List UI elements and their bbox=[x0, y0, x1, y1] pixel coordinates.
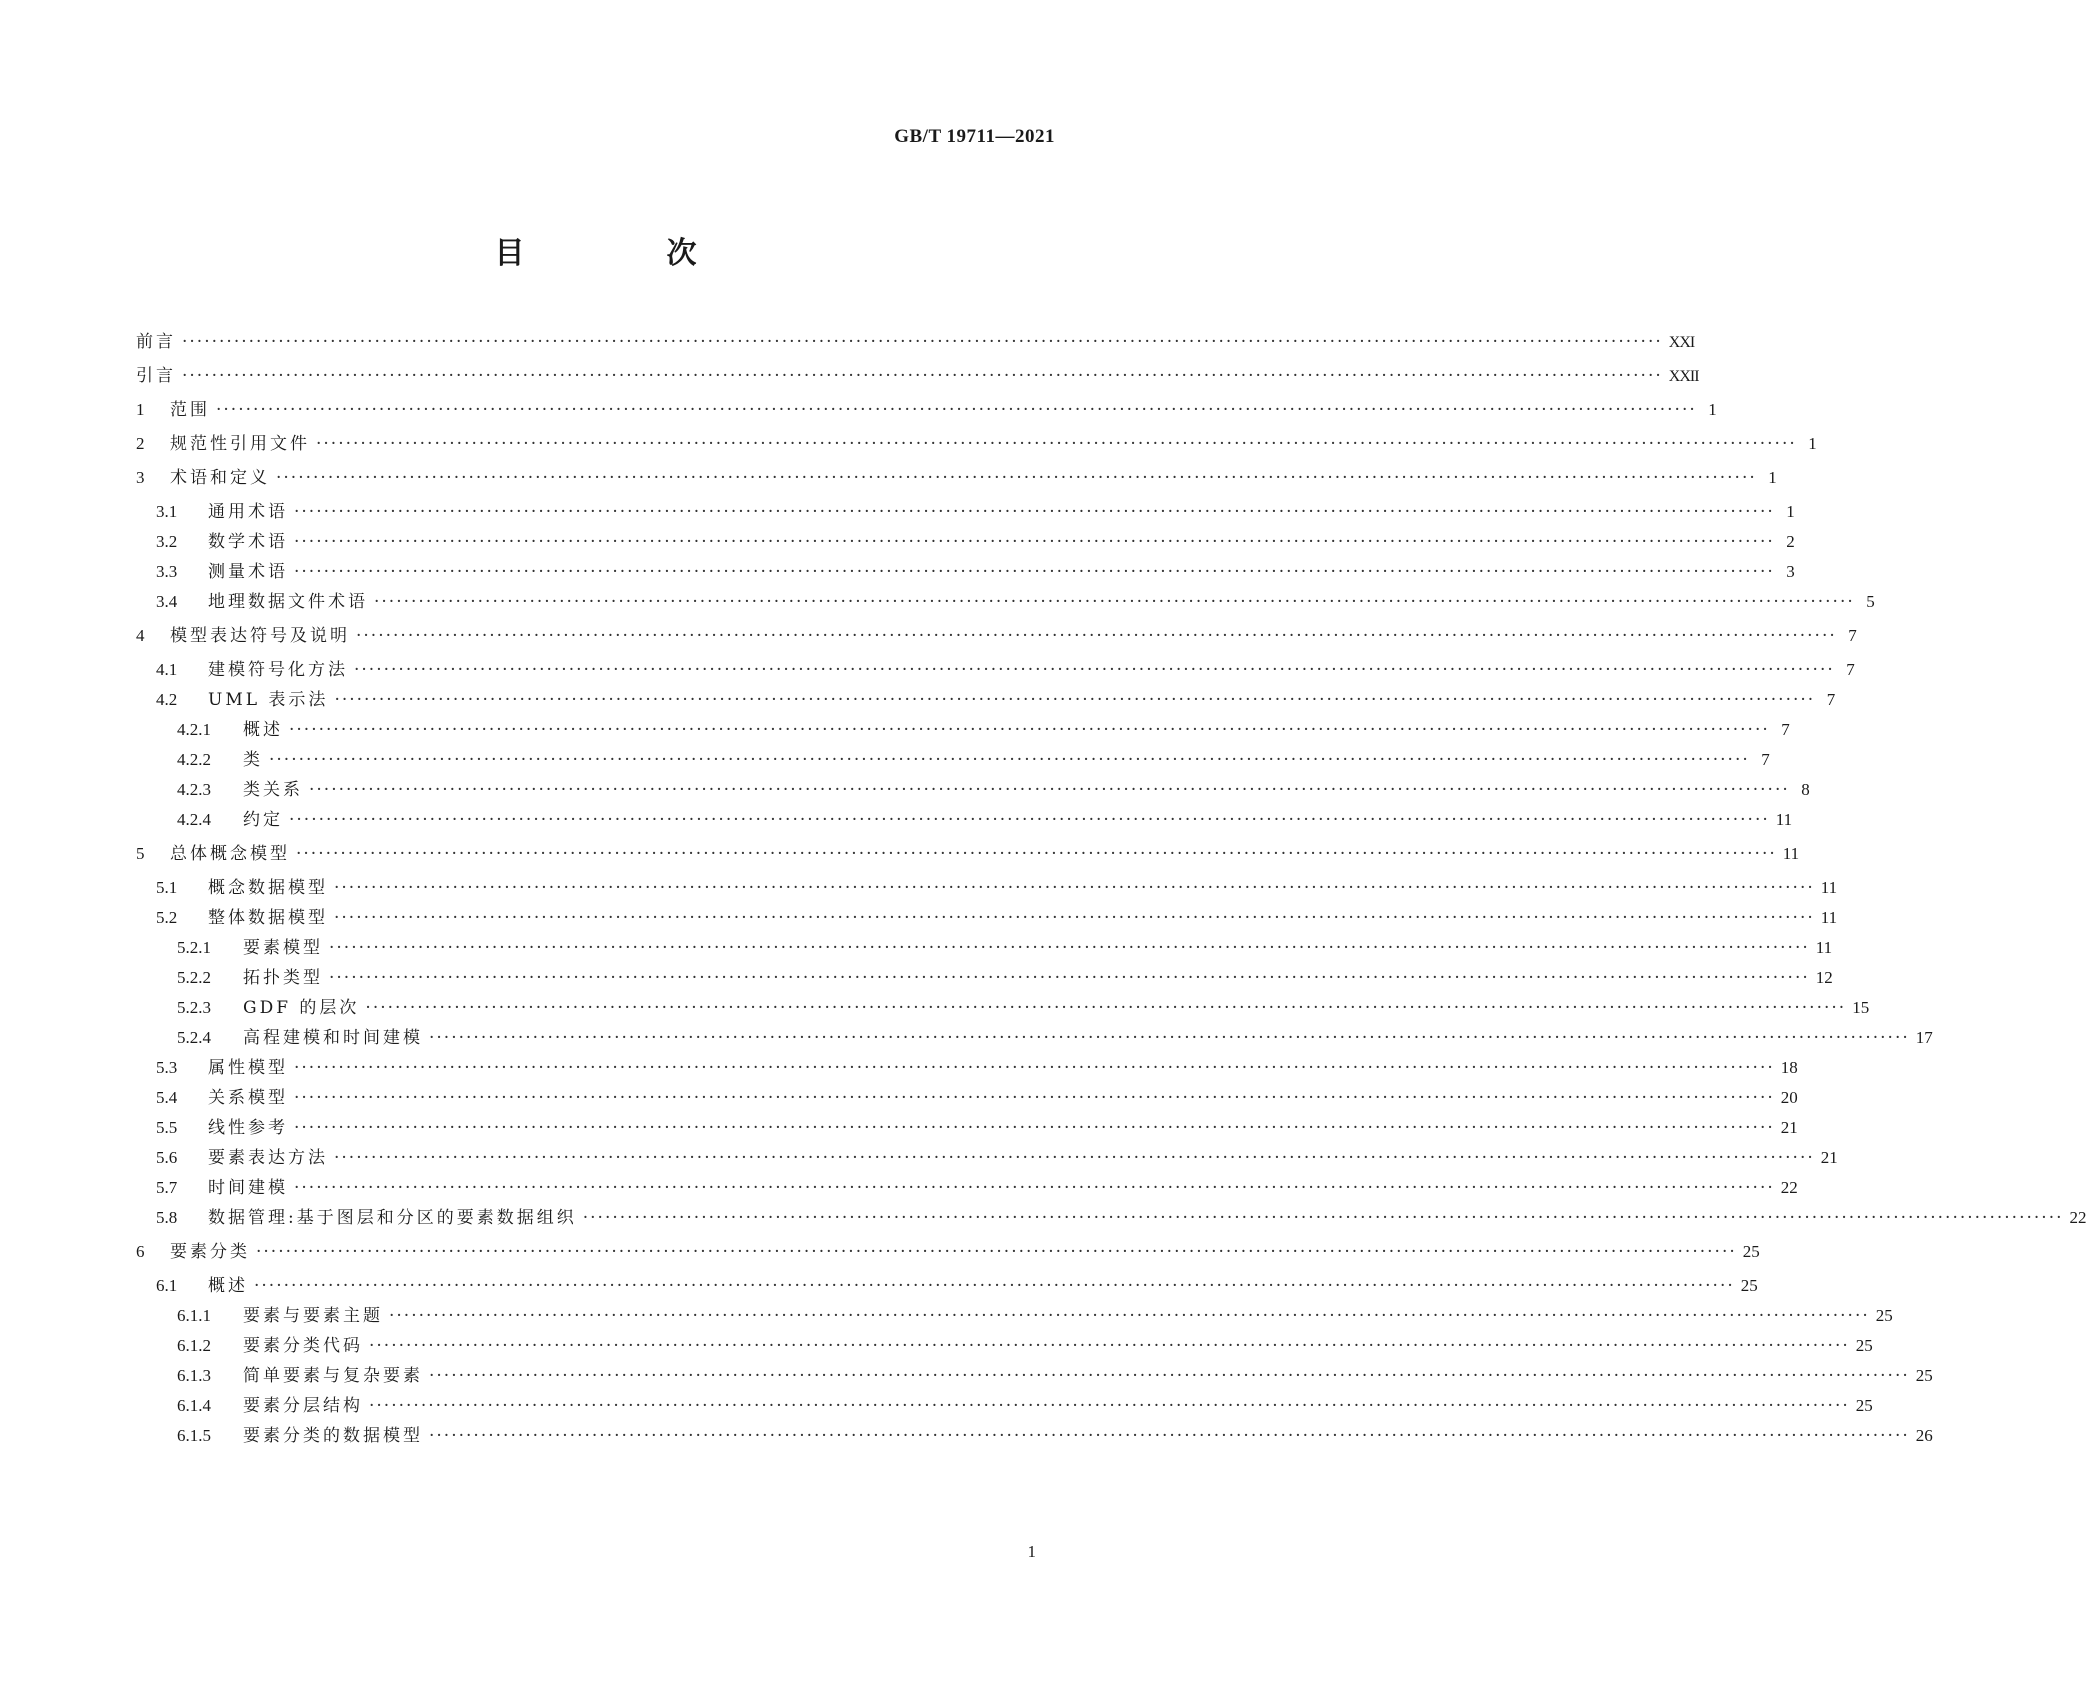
leader-dots: ········································································································································································································ bbox=[429, 1366, 1910, 1386]
toc-entry-number: 3 bbox=[136, 468, 145, 487]
leader-dots: ········································································································································································································ bbox=[329, 938, 1810, 958]
toc-entry-title: 要素模型 bbox=[243, 938, 323, 958]
toc-entry-number: 5.5 bbox=[156, 1118, 178, 1137]
toc-entry-title: UML 表示法 bbox=[208, 690, 329, 710]
leader-dots: ········································································································································································································ bbox=[374, 592, 1855, 612]
toc-entry-page: 5 bbox=[1866, 592, 1875, 611]
toc-entry[interactable] bbox=[136, 592, 1875, 612]
toc-entry[interactable] bbox=[136, 400, 1717, 420]
leader-dots: ········································································································································································································ bbox=[216, 400, 1697, 420]
toc-entry-number: 5.2.2 bbox=[177, 968, 211, 987]
toc-entry-number: 4 bbox=[136, 626, 145, 645]
toc-entry-title: 建模符号化方法 bbox=[208, 660, 348, 680]
toc-entry-page: 11 bbox=[1820, 878, 1838, 897]
toc-entry-number: 4.2.2 bbox=[177, 750, 211, 769]
toc-entry-title: 高程建模和时间建模 bbox=[243, 1028, 423, 1048]
toc-entry-page: 21 bbox=[1820, 1148, 1838, 1167]
toc-entry-page: 22 bbox=[2069, 1208, 2087, 1227]
toc-entry-page: 7 bbox=[1846, 660, 1855, 679]
toc-entry-number: 5.7 bbox=[156, 1178, 178, 1197]
toc-entry-number: 6.1.1 bbox=[177, 1306, 211, 1325]
toc-entry[interactable] bbox=[136, 1276, 1758, 1296]
toc-entry-number: 5.2.3 bbox=[177, 998, 211, 1017]
toc-entry-number: 5.1 bbox=[156, 878, 178, 897]
toc-entry[interactable] bbox=[136, 434, 1817, 454]
toc-entry-number: 6.1 bbox=[156, 1276, 178, 1295]
leader-dots: ········································································································································································································ bbox=[334, 878, 1815, 898]
toc-entry-page: 7 bbox=[1781, 720, 1790, 739]
toc-entry[interactable] bbox=[136, 844, 1800, 864]
toc-entry-number: 6.1.5 bbox=[177, 1426, 211, 1445]
toc-entry-page: 11 bbox=[1815, 938, 1833, 957]
toc-entry[interactable] bbox=[136, 1148, 1838, 1168]
toc-entry-page: 18 bbox=[1780, 1058, 1798, 1077]
toc-entry-title: 模型表达符号及说明 bbox=[170, 626, 350, 646]
toc-entry[interactable] bbox=[136, 690, 1836, 710]
toc-entry-number: 4.1 bbox=[156, 660, 178, 679]
leader-dots: ········································································································································································································ bbox=[182, 366, 1663, 386]
toc-entry-page: XXI bbox=[1668, 334, 1695, 351]
toc-entry[interactable] bbox=[136, 1028, 1933, 1048]
toc-entry-page: 11 bbox=[1820, 908, 1838, 927]
toc-entry-page: 25 bbox=[1742, 1242, 1760, 1261]
toc-entry-page: 26 bbox=[1915, 1426, 1933, 1445]
toc-entry-title: 要素分层结构 bbox=[243, 1396, 363, 1416]
leader-dots: ········································································································································································································ bbox=[369, 1336, 1850, 1356]
toc-entry-page: 25 bbox=[1740, 1276, 1758, 1295]
toc-entry-number: 5.2 bbox=[156, 908, 178, 927]
toc-entry-number: 4.2.4 bbox=[177, 810, 211, 829]
toc-entry[interactable] bbox=[136, 878, 1838, 898]
toc-entry-title: 范围 bbox=[170, 400, 210, 420]
toc-entry[interactable] bbox=[136, 780, 1810, 800]
toc-entry-page: 22 bbox=[1780, 1178, 1798, 1197]
toc-entry[interactable] bbox=[136, 938, 1833, 958]
toc-entry-title: 总体概念模型 bbox=[170, 844, 290, 864]
toc-entry[interactable] bbox=[136, 1366, 1933, 1386]
toc-entry-title: 引言 bbox=[136, 366, 176, 386]
toc-entry-number: 5.8 bbox=[156, 1208, 178, 1227]
leader-dots: ········································································································································································································ bbox=[316, 434, 1797, 454]
leader-dots: ········································································································································································································ bbox=[294, 1118, 1775, 1138]
toc-entry-title: GDF 的层次 bbox=[243, 998, 360, 1018]
leader-dots: ········································································································································································································ bbox=[269, 750, 1750, 770]
toc-entry-title: 类关系 bbox=[243, 780, 303, 800]
toc-entry-title: 通用术语 bbox=[208, 502, 288, 522]
toc-entry-page: 12 bbox=[1815, 968, 1833, 987]
toc-entry-title: 属性模型 bbox=[208, 1058, 288, 1078]
toc-entry-page: 17 bbox=[1915, 1028, 1933, 1047]
toc-entry-page: 11 bbox=[1782, 844, 1800, 863]
leader-dots: ········································································································································································································ bbox=[276, 468, 1757, 488]
toc-entry-page: 1 bbox=[1768, 468, 1777, 487]
toc-entry-number: 3.1 bbox=[156, 502, 178, 521]
toc-entry[interactable] bbox=[136, 1306, 1893, 1326]
toc-entry-number: 5.4 bbox=[156, 1088, 178, 1107]
toc-entry-number: 4.2 bbox=[156, 690, 178, 709]
leader-dots: ········································································································································································································ bbox=[329, 968, 1810, 988]
page-number: 1 bbox=[1027, 1542, 1036, 1561]
toc-entry[interactable] bbox=[136, 562, 1795, 582]
toc-entry[interactable] bbox=[136, 532, 1795, 552]
toc-entry-page: 25 bbox=[1855, 1336, 1873, 1355]
leader-dots: ········································································································································································································ bbox=[429, 1028, 1910, 1048]
toc-entry[interactable] bbox=[136, 660, 1855, 680]
leader-dots: ········································································································································································································ bbox=[334, 1148, 1815, 1168]
leader-dots: ········································································································································································································ bbox=[309, 780, 1790, 800]
toc-entry-page: 1 bbox=[1786, 502, 1795, 521]
toc-entry-number: 6.1.3 bbox=[177, 1366, 211, 1385]
leader-dots: ········································································································································································································ bbox=[254, 1276, 1735, 1296]
leader-dots: ········································································································································································································ bbox=[294, 1088, 1775, 1108]
toc-entry-title: 概念数据模型 bbox=[208, 878, 328, 898]
toc-entry-page: 25 bbox=[1855, 1396, 1873, 1415]
toc-entry-page: 1 bbox=[1808, 434, 1817, 453]
toc-entry-number: 1 bbox=[136, 400, 145, 419]
table-of-contents bbox=[136, 332, 2087, 1446]
toc-entry-title: 关系模型 bbox=[208, 1088, 288, 1108]
toc-entry-title: 整体数据模型 bbox=[208, 908, 328, 928]
toc-entry-title: 线性参考 bbox=[208, 1118, 288, 1138]
toc-entry[interactable] bbox=[136, 968, 1833, 988]
page-title: 目 次 bbox=[494, 236, 753, 271]
toc-entry-page: 1 bbox=[1708, 400, 1717, 419]
leader-dots: ········································································································································································································ bbox=[289, 810, 1770, 830]
toc-entry-page: 15 bbox=[1852, 998, 1870, 1017]
toc-entry-title: 测量术语 bbox=[208, 562, 288, 582]
leader-dots: ········································································································································································································ bbox=[365, 998, 1847, 1018]
standard-code: GB/T 19711—2021 bbox=[894, 126, 1055, 147]
toc-entry-number: 6.1.4 bbox=[177, 1396, 211, 1415]
toc-entry-title: 要素分类代码 bbox=[243, 1336, 363, 1356]
toc-entry-page: 20 bbox=[1780, 1088, 1798, 1107]
toc-entry[interactable] bbox=[136, 468, 1777, 488]
toc-entry-number: 4.2.1 bbox=[177, 720, 211, 739]
toc-entry-number: 6 bbox=[136, 1242, 145, 1261]
toc-entry-page: 7 bbox=[1826, 690, 1836, 709]
toc-entry[interactable] bbox=[136, 366, 1699, 386]
toc-entry-number: 5.2.1 bbox=[177, 938, 211, 957]
leader-dots: ········································································································································································································ bbox=[294, 502, 1775, 522]
leader-dots: ········································································································································································································ bbox=[294, 1178, 1775, 1198]
toc-entry-title: 要素与要素主题 bbox=[243, 1306, 383, 1326]
toc-entry-page: 3 bbox=[1786, 562, 1795, 581]
toc-entry-number: 2 bbox=[136, 434, 145, 453]
toc-entry[interactable] bbox=[136, 626, 1857, 646]
toc-entry-page: 21 bbox=[1780, 1118, 1798, 1137]
toc-entry-number: 5 bbox=[136, 844, 145, 863]
toc-entry-number: 5.2.4 bbox=[177, 1028, 211, 1047]
toc-entry[interactable] bbox=[136, 750, 1770, 770]
toc-entry[interactable] bbox=[136, 998, 1870, 1018]
leader-dots: ········································································································································································································ bbox=[182, 332, 1663, 352]
toc-entry-title: 前言 bbox=[136, 332, 176, 352]
toc-entry-title: 要素分类 bbox=[170, 1242, 250, 1262]
toc-entry-title: 类 bbox=[243, 750, 263, 770]
toc-entry-title: 规范性引用文件 bbox=[170, 434, 310, 454]
leader-dots: ········································································································································································································ bbox=[356, 626, 1837, 646]
toc-entry-title: 约定 bbox=[243, 810, 283, 830]
toc-entry[interactable] bbox=[136, 720, 1790, 740]
toc-entry-number: 5.3 bbox=[156, 1058, 178, 1077]
toc-entry[interactable] bbox=[136, 1426, 1933, 1446]
toc-entry-number: 6.1.2 bbox=[177, 1336, 211, 1355]
toc-entry[interactable] bbox=[136, 1396, 1873, 1416]
leader-dots: ········································································································································································································ bbox=[334, 908, 1815, 928]
toc-entry-title: 简单要素与复杂要素 bbox=[243, 1366, 423, 1386]
leader-dots: ········································································································································································································ bbox=[334, 690, 1816, 710]
toc-entry[interactable] bbox=[136, 908, 1838, 928]
toc-entry-title: 概述 bbox=[208, 1276, 248, 1296]
toc-entry-page: XXII bbox=[1668, 368, 1699, 385]
toc-entry-title: 概述 bbox=[243, 720, 283, 740]
toc-entry-title: 数学术语 bbox=[208, 532, 288, 552]
toc-entry-number: 5.6 bbox=[156, 1148, 178, 1167]
leader-dots: ········································································································································································································ bbox=[389, 1306, 1870, 1326]
leader-dots: ········································································································································································································ bbox=[294, 562, 1775, 582]
toc-entry-page: 7 bbox=[1761, 750, 1770, 769]
toc-entry-page: 8 bbox=[1801, 780, 1810, 799]
toc-entry-title: 术语和定义 bbox=[170, 468, 270, 488]
toc-entry-page: 2 bbox=[1786, 532, 1795, 551]
toc-entry-title: 要素分类的数据模型 bbox=[243, 1426, 423, 1446]
toc-entry[interactable] bbox=[136, 502, 1795, 522]
toc-entry-title: 数据管理:基于图层和分区的要素数据组织 bbox=[208, 1208, 577, 1228]
toc-entry-page: 11 bbox=[1775, 810, 1793, 829]
leader-dots: ········································································································································································································ bbox=[369, 1396, 1850, 1416]
toc-entry[interactable] bbox=[136, 1058, 1798, 1078]
toc-entry[interactable] bbox=[136, 1088, 1798, 1108]
toc-entry-number: 3.3 bbox=[156, 562, 178, 581]
leader-dots: ········································································································································································································ bbox=[294, 532, 1775, 552]
leader-dots: ········································································································································································································ bbox=[289, 720, 1770, 740]
toc-entry-title: 拓扑类型 bbox=[243, 968, 323, 988]
toc-entry-title: 时间建模 bbox=[208, 1178, 288, 1198]
leader-dots: ········································································································································································································ bbox=[294, 1058, 1775, 1078]
toc-entry-number: 3.4 bbox=[156, 592, 178, 611]
toc-entry-page: 25 bbox=[1875, 1306, 1893, 1325]
toc-entry[interactable] bbox=[136, 1242, 1760, 1262]
toc-entry[interactable] bbox=[136, 1336, 1873, 1356]
toc-entry[interactable] bbox=[136, 1118, 1798, 1138]
toc-entry-page: 7 bbox=[1848, 626, 1857, 645]
leader-dots: ········································································································································································································ bbox=[582, 1208, 2064, 1228]
toc-entry[interactable] bbox=[136, 332, 1695, 352]
toc-entry[interactable] bbox=[136, 810, 1793, 830]
toc-entry-number: 4.2.3 bbox=[177, 780, 211, 799]
toc-entry-page: 25 bbox=[1915, 1366, 1933, 1385]
leader-dots: ········································································································································································································ bbox=[354, 660, 1835, 680]
toc-entry[interactable] bbox=[136, 1208, 2087, 1228]
toc-entry[interactable] bbox=[136, 1178, 1798, 1198]
leader-dots: ········································································································································································································ bbox=[296, 844, 1777, 864]
toc-entry-title: 要素表达方法 bbox=[208, 1148, 328, 1168]
toc-entry-title: 地理数据文件术语 bbox=[208, 592, 368, 612]
leader-dots: ········································································································································································································ bbox=[256, 1242, 1737, 1262]
toc-entry-number: 3.2 bbox=[156, 532, 178, 551]
leader-dots: ········································································································································································································ bbox=[429, 1426, 1910, 1446]
